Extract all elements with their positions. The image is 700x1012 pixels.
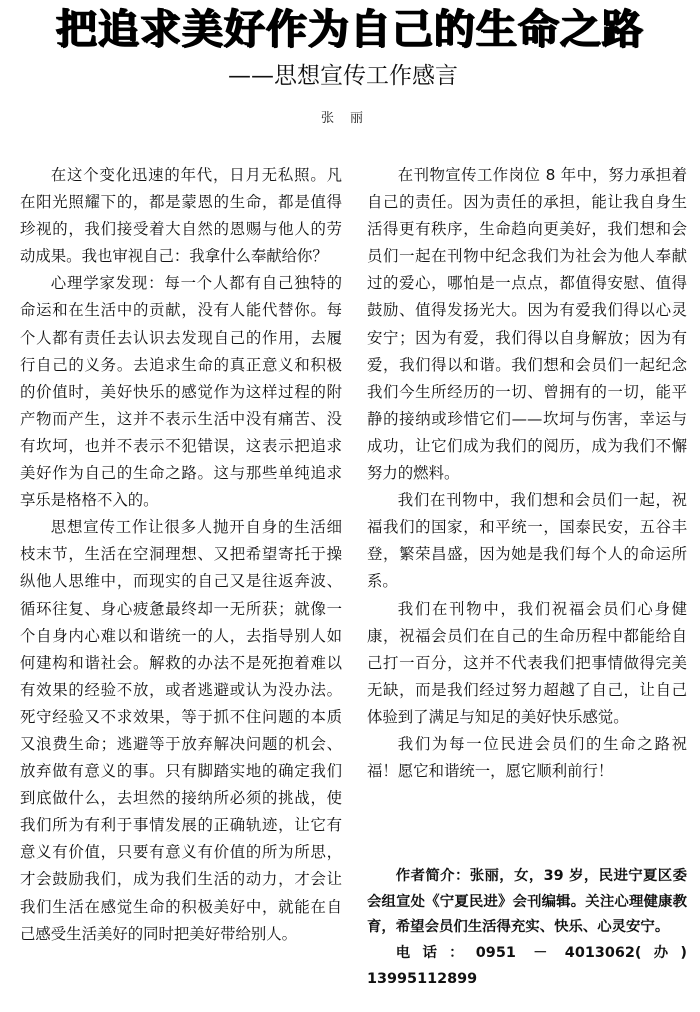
bio-label: 作者简介： xyxy=(395,868,470,884)
bio-text: 张丽，女，39 岁，民进宁夏区委会组宣处《宁夏民进》会刊编辑。关注心理健康教育，希望会员们生活得充实、快乐、心灵安宁。 xyxy=(367,868,687,936)
paragraph: 在刊物宣传工作岗位 8 年中，努力承担着自己的责任。因为责任的承担，能让我自身生活得更有秩序，生命趋向更美好，我们想和会员们一起在刊物中纪念我们为社会为他人奉献过的爱心，哪怕是一点点，都值得安慰、值得鼓励、值得发扬光大。因为有爱我们得以心灵安宁；因为有爱，我们得以自身解放；因为有爱，我们得以和谐。我们想和会员们一起纪念我们今生所经历的一切、曾拥有的一切，能平静的接纳或珍惜它们——坎坷与伤害，幸运与成功，让它们成为我们的阅历，成为我们不懈努力的燃料。 xyxy=(367,166,687,483)
article-subtitle: ——思想宣传工作感言 xyxy=(228,63,458,89)
paragraph: 思想宣传工作让很多人抛开自身的生活细枝末节，生活在空洞理想、又把希望寄托于操纵他人思维中，而现实的自己又是往返奔波、循环往复、身心疲惫最终却一无所获；就像一个自身内心难以和谐统一的人，去指导别人如何建构和谐社会。解救的办法不是死抱着难以有效果的经验不放，或者逃避或认为没办法。死守经验又不求效果，等于抓不住问题的本质又浪费生命；逃避等于放弃解决问题的机会、放弃做有意义的事。只有脚踏实地的确定我们到底做什么，去坦然的接纳所必须的挑战，使我们所为有利于事情发展的正确轨迹，让它有意义有价值，只要有意义有价值的所为所思，才会鼓励我们，成为我们生活的动力，才会让我们生活在感觉生命的积极美好中，就能在自己感受生活美好的同时把美好带给别人。 xyxy=(20,518,342,943)
author-bio xyxy=(367,864,687,993)
bio-paragraph xyxy=(367,864,687,941)
paragraph: 我们为每一位民进会员们的生命之路祝福！愿它和谐统一，愿它顺利前行！ xyxy=(367,734,687,781)
contact-info: 电话：0951 － 4013062(办) 13995112899 xyxy=(367,945,687,987)
paragraph: 我们在刊物中，我们祝福会员们心身健康，祝福会员们在自己的生命历程中都能给自己打一百分，这并不代表我们把事情做得完美无缺，而是我们经过努力超越了自己，让自己体验到了满足与知足的美好快乐感觉。 xyxy=(367,599,687,726)
paragraph: 在这个变化迅速的年代，日月无私照。凡在阳光照耀下的，都是蒙恩的生命，都是值得珍视的，我们接受着大自然的恩赐与他人的劳动成果。我也审视自己：我拿什么奉献给你？ xyxy=(20,166,342,266)
article-title: 把追求美好作为自己的生命之路 xyxy=(56,5,644,53)
right-column xyxy=(367,162,687,785)
paragraph: 我们在刊物中，我们想和会员们一起，祝福我们的国家，和平统一，国泰民安，五谷丰登，繁荣昌盛，因为她是我们每个人的命运所系。 xyxy=(367,491,687,591)
paragraph: 心理学家发现：每一个人都有自己独特的命运和在生活中的贡献，没有人能代替你。每个人都有责任去认识去发现自己的作用，去履行自己的义务。去追求生命的真正意义和积极的价值时，美好快乐的感觉作为这样过程的附产物而产生，这并不表示生活中没有痛苦、没有坎坷，也并不表示不犯错误，这表示把追求美好作为自己的生命之路。这与那些单纯追求享乐是格格不入的。 xyxy=(20,274,342,510)
article-author: 张丽 xyxy=(320,111,379,126)
left-column xyxy=(20,162,342,948)
